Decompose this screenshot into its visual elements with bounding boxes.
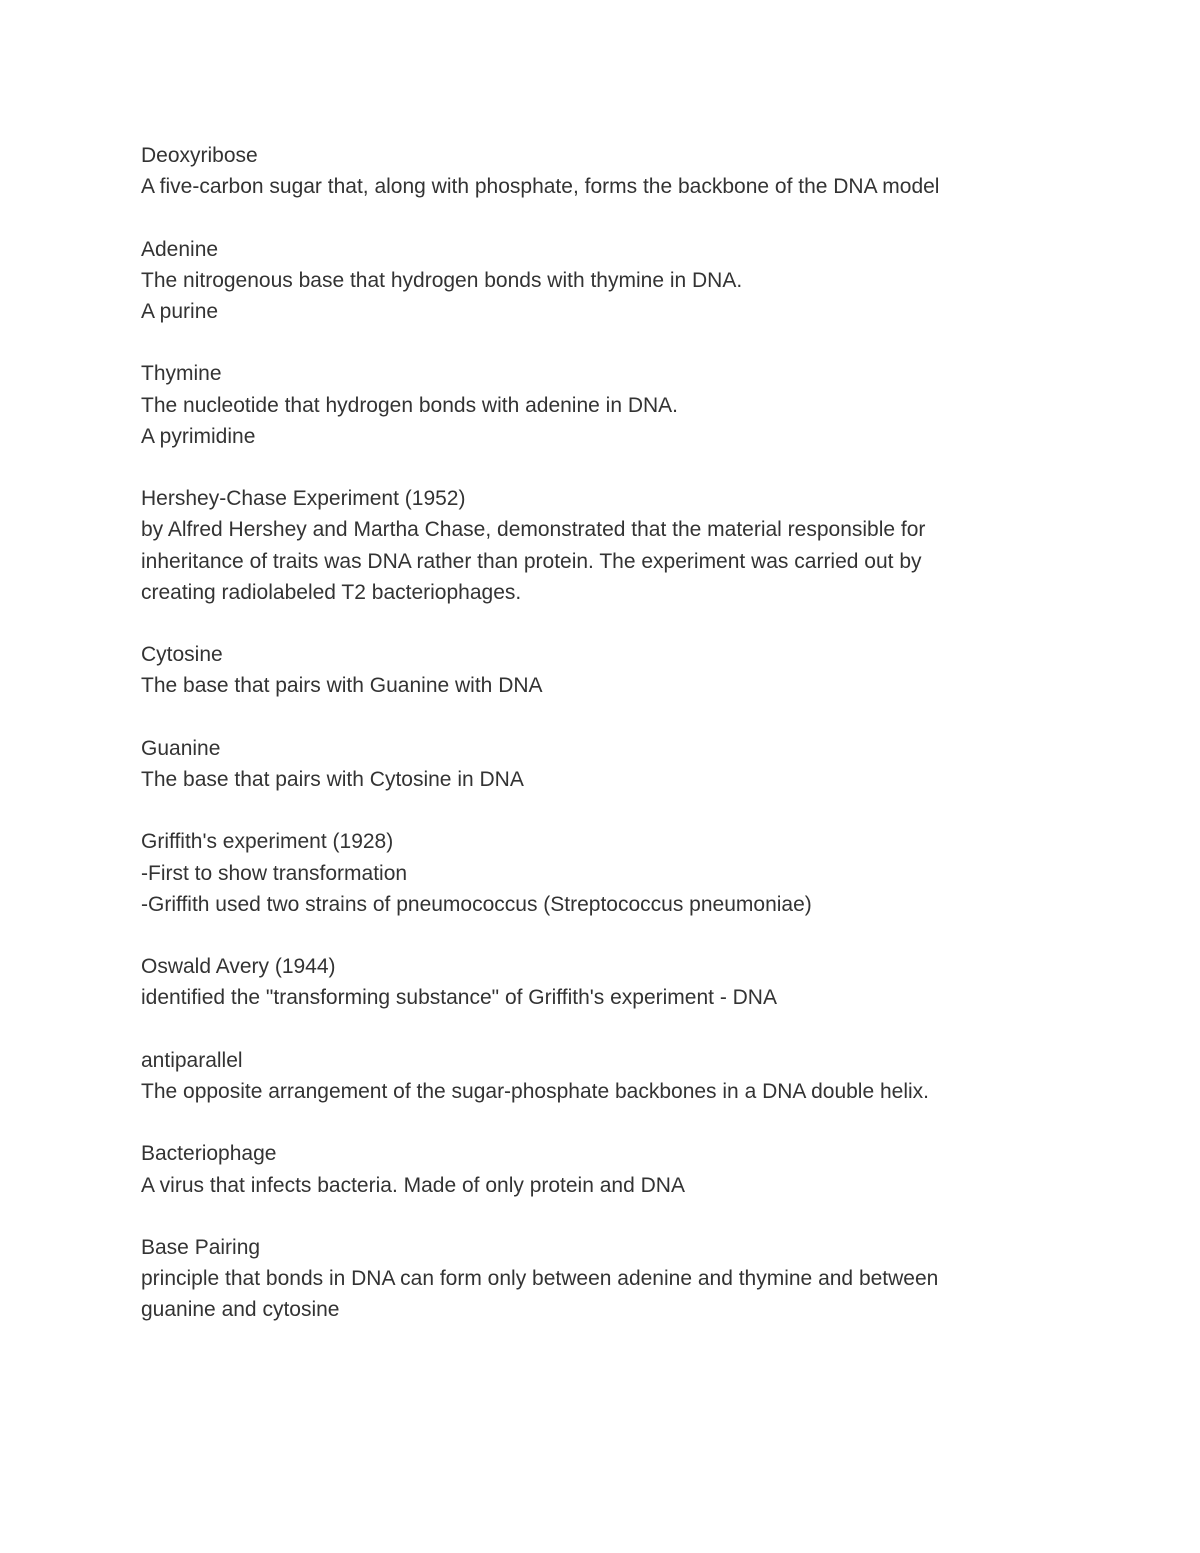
entry-definition: The nucleotide that hydrogen bonds with adenine in DNA. <box>141 393 679 417</box>
entry-term: Hershey-Chase Experiment (1952) <box>141 487 466 511</box>
entry-term: Bacteriophage <box>141 1142 277 1166</box>
entry-term: Adenine <box>141 237 219 261</box>
entry-definition: by Alfred Hershey and Martha Chase, demonstrated that the material responsible for <box>141 518 926 542</box>
entry-definition: A five-carbon sugar that, along with phosphate, forms the backbone of the DNA model <box>141 175 940 199</box>
entry-definition: The opposite arrangement of the sugar-phosphate backbones in a DNA double helix. <box>141 1079 930 1103</box>
entry-definition: -First to show transformation <box>141 861 408 885</box>
entry-term: Deoxyribose <box>141 144 258 167</box>
entry-term: Base Pairing <box>141 1235 261 1259</box>
entry-base-pairing <box>141 1232 1051 1326</box>
entry-definition: creating radiolabeled T2 bacteriophages. <box>141 580 522 604</box>
entry-thymine <box>141 358 1051 452</box>
entry-guanine <box>141 733 1051 795</box>
flashcard-list <box>141 140 1051 1357</box>
entry-definition: The nitrogenous base that hydrogen bonds with thymine in DNA. <box>141 268 743 292</box>
entry-term: antiparallel <box>141 1048 243 1072</box>
entry-definition: A virus that infects bacteria. Made of only protein and DNA <box>141 1173 685 1197</box>
entry-definition: guanine and cytosine <box>141 1298 340 1322</box>
entry-term: Thymine <box>141 362 222 386</box>
entry-definition: principle that bonds in DNA can form only between adenine and thymine and between <box>141 1267 939 1291</box>
entry-definition: The base that pairs with Cytosine in DNA <box>141 767 524 791</box>
entry-oswald-avery <box>141 951 1051 1013</box>
entry-term: Guanine <box>141 736 221 760</box>
entry-definition: identified the "transforming substance" of Griffith's experiment - DNA <box>141 986 777 1010</box>
entry-definition: A purine <box>141 300 219 323</box>
entry-hershey-chase <box>141 483 1051 608</box>
entry-griffith-experiment <box>141 826 1051 920</box>
entry-term: Griffith's experiment (1928) <box>141 830 394 854</box>
entry-cytosine <box>141 639 1051 701</box>
entry-definition: The base that pairs with Guanine with DNA <box>141 674 543 698</box>
entry-definition: inheritance of traits was DNA rather than protein. The experiment was carried out by <box>141 549 922 573</box>
entry-antiparallel <box>141 1045 1051 1107</box>
entry-definition: -Griffith used two strains of pneumococcus (Streptococcus pneumoniae) <box>141 892 812 916</box>
entry-definition: A pyrimidine <box>141 424 256 448</box>
entry-term: Oswald Avery (1944) <box>141 955 336 979</box>
entry-adenine <box>141 234 1051 328</box>
entry-deoxyribose <box>141 140 1051 202</box>
entry-term: Cytosine <box>141 643 223 667</box>
entry-bacteriophage <box>141 1138 1051 1200</box>
